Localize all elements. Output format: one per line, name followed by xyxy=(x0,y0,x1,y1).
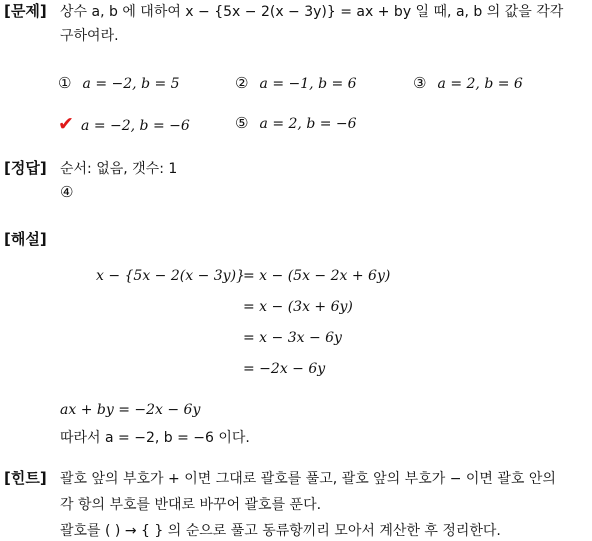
solution-conclusion-1: ax + by = −2x − 6y xyxy=(60,402,201,418)
answer-tag: [정답] xyxy=(4,159,47,177)
choice-5-mark: ⑤ xyxy=(235,114,249,132)
solution-step-2: = x − (3x + 6y) xyxy=(243,299,353,315)
solution-lhs: x − {5x − 2(x − 3y)} xyxy=(96,268,245,284)
choice-5[interactable] xyxy=(235,113,357,132)
choice-2-mark: ② xyxy=(235,74,249,92)
red-checkmark-icon: ✔ xyxy=(58,113,74,135)
choice-2-text: a = −1, b = 6 xyxy=(259,76,357,92)
choice-1-text: a = −2, b = 5 xyxy=(82,76,180,92)
hint-line3: 괄호를 ( ) → { } 의 순으로 풀고 동류항끼리 모아서 계산한 후 정리한다. xyxy=(60,523,501,539)
choice-5-text: a = 2, b = −6 xyxy=(259,116,357,132)
choice-4[interactable] xyxy=(58,113,190,135)
solution-step-3: = x − 3x − 6y xyxy=(243,330,342,346)
choice-1[interactable] xyxy=(58,73,180,92)
choice-4-text: a = −2, b = −6 xyxy=(81,118,190,134)
choice-3-text: a = 2, b = 6 xyxy=(437,76,523,92)
solution-tag: [해설] xyxy=(4,230,47,248)
answer-line2: ④ xyxy=(60,183,74,201)
answer-line1: 순서: 없음, 갯수: 1 xyxy=(60,161,178,177)
solution-step-1: = x − (5x − 2x + 6y) xyxy=(243,268,391,284)
problem-text-line2: 구하여라. xyxy=(60,28,119,44)
solution-conclusion-2: 따라서 a = −2, b = −6 이다. xyxy=(60,430,250,446)
choice-1-mark: ① xyxy=(58,74,72,92)
problem-tag: [문제] xyxy=(4,2,47,20)
hint-line1: 괄호 앞의 부호가 + 이면 그대로 괄호를 풀고, 괄호 앞의 부호가 − 이면 괄호 안의 xyxy=(60,471,556,487)
choice-3-mark: ③ xyxy=(413,74,427,92)
hint-tag: [힌트] xyxy=(4,469,47,487)
hint-line2: 각 항의 부호를 반대로 바꾸어 괄호를 푼다. xyxy=(60,497,322,513)
solution-step-4: = −2x − 6y xyxy=(243,361,326,377)
choice-3[interactable] xyxy=(413,73,523,92)
problem-text-line1: 상수 a, b 에 대하여 x − {5x − 2(x − 3y)} = ax + by 일 때, a, b 의 값을 각각 xyxy=(60,4,564,20)
choice-2[interactable] xyxy=(235,73,357,92)
